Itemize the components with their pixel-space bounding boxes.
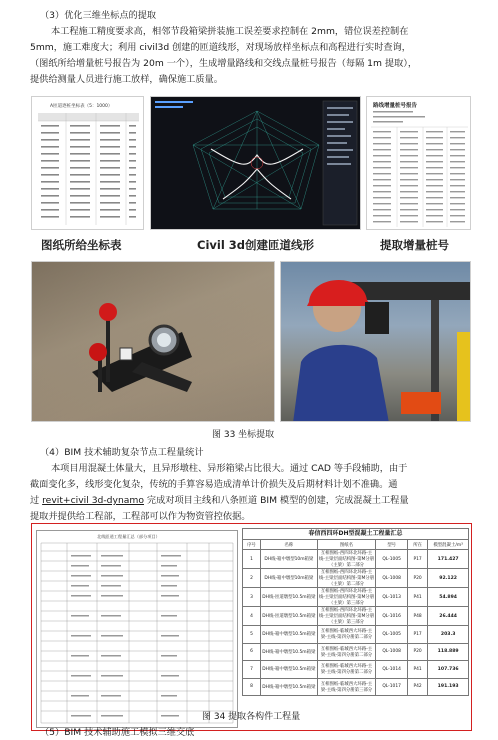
- cell-volume: 107.736: [428, 661, 469, 679]
- surveyor-photo: [280, 261, 471, 422]
- cell-no: 5: [243, 626, 261, 644]
- table-row: [243, 678, 469, 696]
- section3-line-3: （图纸所给增量桩号报告为 20m 一个），生成增量路线和交线点量桩号报告（每隔 1m 提取），: [30, 58, 418, 69]
- section4-line-3-suffix: 完成对项目主线和八条匝道 BIM 模型的创建，完成混凝土工程量: [146, 495, 409, 506]
- section5-heading: （5）BIM 技术辅助施工模拟三维交底: [40, 727, 195, 738]
- cell-loc: P17: [407, 626, 427, 644]
- section4-line-2: 截面变化多，线形变化复杂，传统的手算容易造成清单计价损失及后期材料计划不准确。通: [30, 479, 398, 490]
- cell-loc: P41: [407, 661, 427, 679]
- col-model: 型号: [376, 540, 408, 550]
- cell-model: QL-1005: [376, 550, 408, 569]
- coordinate-table-image: [31, 96, 144, 230]
- table-row: [243, 626, 469, 644]
- col-loc: 所在: [407, 540, 427, 550]
- cell-name: DH线-箱中墩型10.5m箱梁: [261, 643, 318, 661]
- section3-line-2: 5mm，施工难度大；利用 civil3d 创建的匝道线形，对现场放样坐标点和高程进行实时查询，: [30, 42, 411, 53]
- coordinate-table-grid: [32, 97, 144, 230]
- cell-model: QL-1016: [376, 607, 408, 626]
- surveyor-scene: [281, 262, 471, 422]
- cell-model: QL-1014: [376, 661, 408, 679]
- cell-volume: 92.122: [428, 569, 469, 588]
- table-row: [243, 607, 469, 626]
- cell-name: DH线-箱中墩型10.5m箱梁: [261, 661, 318, 679]
- figure33-caption: 图 33 坐标提取: [212, 430, 275, 440]
- cell-loc: P48: [407, 607, 427, 626]
- station-report-grid: [367, 97, 471, 230]
- left-sheet-grid: [37, 531, 237, 727]
- cell-model: QL-1008: [376, 569, 408, 588]
- cell-loc: P17: [407, 550, 427, 569]
- section3-line-1: 本工程施工精度要求高，相邻节段箱梁拼装施工误差要求控制在 2mm，错位误差控制在: [51, 26, 409, 37]
- cell-drawing: 互相图纸-西四环北环路-主线-主梁层面结构图-第M分册（主梁）第二部分: [318, 570, 375, 587]
- cell-loc: P41: [407, 588, 427, 607]
- survey-prism-photo: [31, 261, 275, 422]
- revit-dynamo-link[interactable]: revit+civil 3d-dynamo: [42, 495, 144, 506]
- section4-line-3: [30, 494, 409, 507]
- cell-no: 2: [243, 569, 261, 588]
- table-row: [243, 569, 469, 588]
- cell-name: DH线-箱中墩型10m箱梁: [261, 569, 318, 588]
- cell-name: DH线-箱中墩型10.5m箱梁: [261, 678, 318, 696]
- cell-loc: P42: [407, 678, 427, 696]
- left-quantity-sheet: [36, 530, 238, 728]
- cell-model: QL-1017: [376, 678, 408, 696]
- cell-name: DH线-箱中墩型10m箱梁: [261, 550, 318, 569]
- cell-drawing: 互相图纸-西四环北环路-主线-主梁层面结构图-第M分册（主梁）第二部分: [318, 551, 375, 568]
- cell-no: 3: [243, 588, 261, 607]
- cell-loc: P20: [407, 569, 427, 588]
- section3-heading: （3）优化三维坐标点的提取: [40, 10, 157, 21]
- cell-volume: 203.3: [428, 626, 469, 644]
- cell-name: DH线-匝道墩型10.5m箱梁: [261, 607, 318, 626]
- quantity-tables-image: [31, 523, 472, 731]
- incremental-station-report-image: [366, 96, 471, 230]
- cell-drawing: 互相图纸-西四环北环路-主线-主梁层面结构图-第M分册（主梁）第三部分: [318, 608, 375, 625]
- table-row: [243, 643, 469, 661]
- col-name: 名称: [261, 540, 318, 550]
- col-drawing: 图纸名: [317, 540, 376, 550]
- section4-line-1: 本项目用混凝土体量大，且异形墩柱、异形箱梁占比很大。通过 CAD 等手段辅助，由于: [51, 463, 408, 474]
- cell-drawing: 互相图纸-临城西大环路-主梁-主线-第四分册第二部分: [317, 661, 376, 679]
- cell-drawing: 互相图纸-临城西大环路-主梁-主线-第四分册第三部分: [317, 678, 376, 696]
- table-row: [243, 661, 469, 679]
- image-label-civil3d: Civil 3d创建匝道线形: [197, 238, 314, 252]
- cell-no: 1: [243, 550, 261, 569]
- cell-model: QL-1005: [376, 626, 408, 644]
- figure34-caption: 图 34 提取各构件工程量: [202, 712, 301, 722]
- coordinate-table-title: A匝道逐桩坐标表（5：1000）: [50, 104, 113, 109]
- survey-prism-icon: [32, 262, 275, 422]
- cell-no: 7: [243, 661, 261, 679]
- cell-no: 8: [243, 678, 261, 696]
- cell-drawing: 互相图纸-临城西大环路-主梁-主线-第四分册第二部分: [317, 643, 376, 661]
- cell-drawing: 互相图纸-临城西大环路-主梁-主线-第四分册第二部分: [317, 626, 376, 644]
- image-label-station-report: 提取增量桩号: [380, 238, 449, 252]
- col-volume: 模型混凝土/m³: [428, 540, 469, 550]
- cell-no: 6: [243, 643, 261, 661]
- table-row: [243, 588, 469, 607]
- quantity-summary-table: [242, 539, 469, 696]
- cell-volume: 54.894: [428, 588, 469, 607]
- civil3d-alignment-image: [150, 96, 361, 230]
- right-quantity-sheet: [242, 528, 469, 728]
- right-sheet-title: 春信西四环DH型混凝土工程量汇总: [242, 528, 469, 539]
- cell-volume: 171.427: [428, 550, 469, 569]
- cell-drawing: 互相图纸-西四环北环路-主线-主梁层面结构图-第M分册（主梁）第三部分: [318, 589, 375, 606]
- image-label-coordinate-table: 图纸所给坐标表: [41, 238, 122, 252]
- table-row: [243, 550, 469, 569]
- section3-line-4: 提供给测量人员进行施工放样，确保施工质量。: [30, 74, 223, 85]
- section4-heading: （4）BIM 技术辅助复杂节点工程量统计: [40, 447, 204, 458]
- section4-line-4: 提取并提供给工程部，工程部可以作为物资管控依据。: [30, 511, 251, 522]
- cell-no: 4: [243, 607, 261, 626]
- cell-volume: 191.193: [428, 678, 469, 696]
- cell-name: DH线-箱中墩型10.5m箱梁: [261, 626, 318, 644]
- left-sheet-title: 北线匝道工程量汇总（部分项目）: [97, 534, 160, 539]
- cell-name: DH线-匝道墩型10.5m箱梁: [261, 588, 318, 607]
- col-no: 序号: [243, 540, 261, 550]
- cell-volume: 118.889: [428, 643, 469, 661]
- cell-loc: P20: [407, 643, 427, 661]
- ramp-alignment-drawing: [151, 97, 361, 230]
- section4-line-3-prefix: 过: [30, 495, 40, 506]
- cell-volume: 26.444: [428, 607, 469, 626]
- cell-model: QL-1008: [376, 643, 408, 661]
- station-report-title: 路线增量桩号报告: [373, 103, 418, 109]
- cell-model: QL-1013: [376, 588, 408, 607]
